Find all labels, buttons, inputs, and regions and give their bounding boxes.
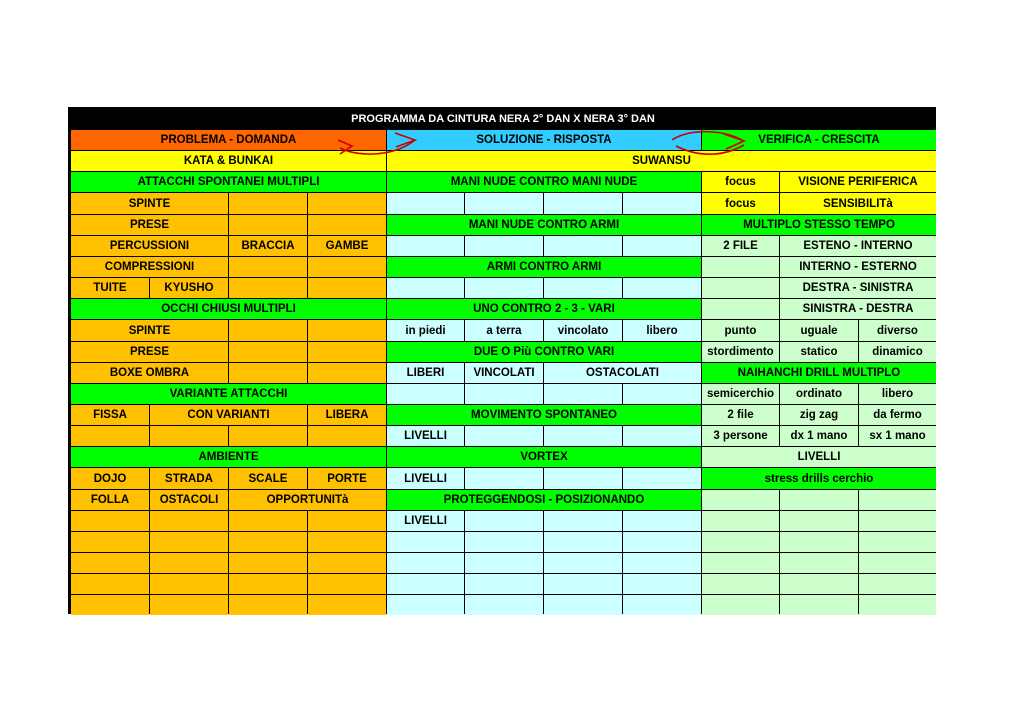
table-cell: 2 FILE bbox=[702, 236, 779, 256]
table-cell: FOLLA bbox=[71, 490, 149, 510]
table-cell: PRESE bbox=[71, 215, 228, 235]
table-cell: VISIONE PERIFERICA bbox=[780, 172, 936, 192]
table-cell: PRESE bbox=[71, 342, 228, 362]
table-cell bbox=[229, 363, 307, 383]
table-cell: libero bbox=[623, 320, 701, 341]
table-cell: semicerchio bbox=[702, 384, 779, 404]
table-cell: statico bbox=[780, 342, 858, 362]
table-cell: BRACCIA bbox=[229, 236, 307, 256]
table-cell: OPPORTUNITà bbox=[229, 490, 386, 510]
table-cell bbox=[308, 342, 386, 362]
table-cell bbox=[71, 532, 149, 552]
table-cell: in piedi bbox=[387, 320, 464, 341]
header-verifica: VERIFICA - CRESCITA bbox=[702, 130, 936, 150]
table-cell bbox=[780, 490, 858, 510]
table-cell bbox=[702, 299, 779, 319]
table-cell bbox=[308, 511, 386, 531]
table-cell bbox=[780, 553, 858, 573]
table-cell bbox=[702, 511, 779, 531]
table-cell: GAMBE bbox=[308, 236, 386, 256]
table-cell: ordinato bbox=[780, 384, 858, 404]
table-cell bbox=[544, 236, 622, 256]
table-cell bbox=[308, 257, 386, 277]
section-movimento: MOVIMENTO SPONTANEO bbox=[387, 405, 701, 425]
table-cell: COMPRESSIONI bbox=[71, 257, 228, 277]
table-cell bbox=[544, 553, 622, 573]
table-cell bbox=[623, 236, 701, 256]
table-cell: PERCUSSIONI bbox=[71, 236, 228, 256]
section-naihanchi: NAIHANCHI DRILL MULTIPLO bbox=[702, 363, 936, 383]
table-cell bbox=[465, 278, 543, 298]
table-cell bbox=[859, 511, 936, 531]
table-cell bbox=[465, 236, 543, 256]
table-cell bbox=[544, 511, 622, 531]
table-cell bbox=[387, 553, 464, 573]
table-cell bbox=[623, 595, 701, 615]
table-cell bbox=[702, 595, 779, 615]
table-cell bbox=[544, 595, 622, 615]
table-cell bbox=[229, 553, 307, 573]
table-cell: TUITE bbox=[71, 278, 149, 298]
table-cell bbox=[544, 384, 622, 404]
table-cell bbox=[308, 532, 386, 552]
table-cell: CON VARIANTI bbox=[150, 405, 307, 425]
table-cell bbox=[465, 384, 543, 404]
table-cell bbox=[544, 574, 622, 594]
table-cell bbox=[702, 490, 779, 510]
section-ambiente: AMBIENTE bbox=[71, 447, 386, 467]
header-soluzione: SOLUZIONE - RISPOSTA bbox=[387, 130, 701, 150]
table-cell: INTERNO - ESTERNO bbox=[780, 257, 936, 277]
table-cell bbox=[859, 553, 936, 573]
table-cell bbox=[229, 193, 307, 214]
table-cell bbox=[623, 384, 701, 404]
table-cell bbox=[308, 426, 386, 446]
table-cell bbox=[780, 595, 858, 615]
table-cell bbox=[150, 426, 228, 446]
table-cell bbox=[150, 574, 228, 594]
table-cell bbox=[229, 426, 307, 446]
table-cell: OSTACOLATI bbox=[544, 363, 701, 383]
table-cell bbox=[308, 574, 386, 594]
section-vortex: VORTEX bbox=[387, 447, 701, 467]
table-cell: focus bbox=[702, 172, 779, 192]
table-cell bbox=[71, 574, 149, 594]
table-cell bbox=[623, 278, 701, 298]
section-stress-drills: stress drills cerchio bbox=[702, 468, 936, 489]
table-cell: 3 persone bbox=[702, 426, 779, 446]
table-cell bbox=[308, 215, 386, 235]
table-cell bbox=[623, 553, 701, 573]
section-mani-nude: MANI NUDE CONTRO MANI NUDE bbox=[387, 172, 701, 192]
table-cell bbox=[71, 511, 149, 531]
section-proteggendosi: PROTEGGENDOSI - POSIZIONANDO bbox=[387, 490, 701, 510]
section-attacchi-spontanei: ATTACCHI SPONTANEI MULTIPLI bbox=[71, 172, 386, 192]
table-cell bbox=[150, 595, 228, 615]
table-cell bbox=[308, 363, 386, 383]
table-cell bbox=[308, 553, 386, 573]
table-cell: DESTRA - SINISTRA bbox=[780, 278, 936, 298]
table-cell bbox=[150, 553, 228, 573]
table-cell bbox=[859, 490, 936, 510]
table-cell bbox=[859, 532, 936, 552]
table-cell: LIVELLI bbox=[387, 426, 464, 446]
table-cell: LIBERI bbox=[387, 363, 464, 383]
table-cell bbox=[465, 426, 543, 446]
table-cell bbox=[702, 278, 779, 298]
table-cell bbox=[387, 384, 464, 404]
table-cell bbox=[623, 426, 701, 446]
table-cell: VINCOLATI bbox=[465, 363, 543, 383]
table-cell: KYUSHO bbox=[150, 278, 228, 298]
table-cell bbox=[387, 532, 464, 552]
section-uno-contro: UNO CONTRO 2 - 3 - VARI bbox=[387, 299, 701, 319]
table-cell: stordimento bbox=[702, 342, 779, 362]
table-cell: LIBERA bbox=[308, 405, 386, 425]
table-cell: dinamico bbox=[859, 342, 936, 362]
table-cell bbox=[387, 236, 464, 256]
page-title: PROGRAMMA DA CINTURA NERA 2° DAN X NERA 3° DAN bbox=[351, 113, 655, 125]
table-cell bbox=[465, 574, 543, 594]
table-cell bbox=[544, 532, 622, 552]
table-cell bbox=[229, 278, 307, 298]
table-cell bbox=[387, 278, 464, 298]
table-cell bbox=[859, 574, 936, 594]
table-cell: STRADA bbox=[150, 468, 228, 489]
table-cell: uguale bbox=[780, 320, 858, 341]
table-cell bbox=[71, 426, 149, 446]
table-cell: SENSIBILITà bbox=[780, 193, 936, 214]
table-cell bbox=[465, 532, 543, 552]
table-cell: OSTACOLI bbox=[150, 490, 228, 510]
table-cell bbox=[465, 553, 543, 573]
table-cell: LIVELLI bbox=[702, 447, 936, 467]
table-cell bbox=[465, 511, 543, 531]
table-cell bbox=[623, 468, 701, 489]
table-cell bbox=[780, 574, 858, 594]
section-armi: ARMI CONTRO ARMI bbox=[387, 257, 701, 277]
table-cell bbox=[229, 532, 307, 552]
section-multiplo: MULTIPLO STESSO TEMPO bbox=[702, 215, 936, 235]
table-cell: focus bbox=[702, 193, 779, 214]
table-cell bbox=[859, 595, 936, 615]
table-cell: dx 1 mano bbox=[780, 426, 858, 446]
table-cell bbox=[387, 193, 464, 214]
table-cell bbox=[702, 574, 779, 594]
table-cell: BOXE OMBRA bbox=[71, 363, 228, 383]
table-cell bbox=[623, 193, 701, 214]
section-mani-nude-armi: MANI NUDE CONTRO ARMI bbox=[387, 215, 701, 235]
table-cell bbox=[702, 257, 779, 277]
table-cell bbox=[702, 532, 779, 552]
table-cell: LIVELLI bbox=[387, 511, 464, 531]
table-cell bbox=[544, 278, 622, 298]
table-cell: ESTENO - INTERNO bbox=[780, 236, 936, 256]
table-cell: DOJO bbox=[71, 468, 149, 489]
table-cell bbox=[150, 532, 228, 552]
table-cell bbox=[308, 595, 386, 615]
table-cell bbox=[544, 468, 622, 489]
table-cell bbox=[780, 511, 858, 531]
table-cell bbox=[465, 595, 543, 615]
table-cell: vincolato bbox=[544, 320, 622, 341]
table-cell: da fermo bbox=[859, 405, 936, 425]
table-cell bbox=[229, 320, 307, 341]
table-cell: SPINTE bbox=[71, 193, 228, 214]
table-cell: PORTE bbox=[308, 468, 386, 489]
table-cell bbox=[465, 193, 543, 214]
table-cell: zig zag bbox=[780, 405, 858, 425]
table-cell: 2 file bbox=[702, 405, 779, 425]
table-cell bbox=[229, 342, 307, 362]
table-cell: diverso bbox=[859, 320, 936, 341]
section-variante-attacchi: VARIANTE ATTACCHI bbox=[71, 384, 386, 404]
table-cell bbox=[387, 595, 464, 615]
table-cell bbox=[308, 193, 386, 214]
table-cell bbox=[229, 511, 307, 531]
table-cell bbox=[229, 257, 307, 277]
table-cell: libero bbox=[859, 384, 936, 404]
table-cell bbox=[150, 511, 228, 531]
table-cell: punto bbox=[702, 320, 779, 341]
table-cell bbox=[465, 468, 543, 489]
table-cell bbox=[623, 511, 701, 531]
table-cell bbox=[71, 595, 149, 615]
table-cell bbox=[308, 320, 386, 341]
table-cell: SCALE bbox=[229, 468, 307, 489]
table-cell bbox=[229, 215, 307, 235]
section-occhi-chiusi: OCCHI CHIUSI MULTIPLI bbox=[71, 299, 386, 319]
table-cell bbox=[780, 532, 858, 552]
table-cell: SINISTRA - DESTRA bbox=[780, 299, 936, 319]
table-cell bbox=[71, 553, 149, 573]
header-kata: KATA & BUNKAI bbox=[71, 151, 386, 171]
header-problema: PROBLEMA - DOMANDA bbox=[71, 130, 386, 150]
program-table bbox=[68, 107, 936, 614]
table-cell bbox=[544, 193, 622, 214]
table-cell: FISSA bbox=[71, 405, 149, 425]
table-cell bbox=[623, 574, 701, 594]
table-cell bbox=[702, 553, 779, 573]
table-cell bbox=[544, 426, 622, 446]
table-cell: sx 1 mano bbox=[859, 426, 936, 446]
table-cell bbox=[623, 532, 701, 552]
table-cell bbox=[229, 574, 307, 594]
table-cell: a terra bbox=[465, 320, 543, 341]
table-cell: LIVELLI bbox=[387, 468, 464, 489]
table-cell bbox=[308, 278, 386, 298]
table-cell bbox=[229, 595, 307, 615]
table-cell: SPINTE bbox=[71, 320, 228, 341]
table-cell bbox=[387, 574, 464, 594]
section-due-o-piu: DUE O Più CONTRO VARI bbox=[387, 342, 701, 362]
header-suwansu: SUWANSU bbox=[387, 151, 936, 171]
